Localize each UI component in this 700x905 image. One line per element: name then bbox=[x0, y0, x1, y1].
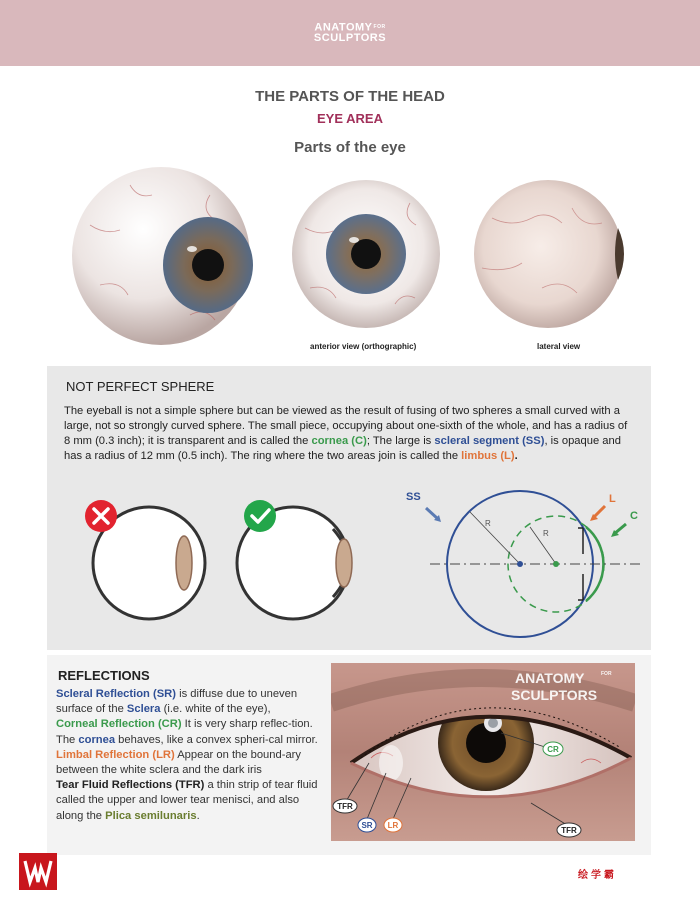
brand-logo bbox=[0, 22, 700, 44]
photo-brand-line2: SCULPTORS bbox=[511, 687, 598, 703]
section-heading: Parts of the eye bbox=[294, 139, 406, 156]
term-sclera: Sclera bbox=[126, 703, 161, 716]
photo-label-tfr-right: TFR bbox=[561, 826, 577, 835]
term-lr: Limbal Reflection (LR) bbox=[56, 748, 175, 761]
sphere-text-4: . bbox=[514, 450, 518, 462]
tfr-text: a thin strip of tear fluid called the upper and lower tear menisci, and also along the bbox=[56, 779, 318, 822]
photo-label-lr: LR bbox=[387, 821, 399, 830]
term-tfr: Tear Fluid Reflections (TFR) bbox=[56, 779, 205, 792]
cross-icon bbox=[85, 500, 117, 532]
radius-label-small: R bbox=[543, 529, 549, 538]
caption-anterior: anterior view (orthographic) bbox=[310, 342, 417, 351]
term-plica: Plica semilunaris bbox=[105, 809, 197, 822]
caption-lateral: lateral view bbox=[537, 342, 581, 351]
sr-text-2: (i.e. white of the eye), bbox=[160, 703, 271, 716]
sr-text-1: is diffuse due to uneven surface of the bbox=[56, 688, 298, 716]
correct-eye-diagram bbox=[227, 498, 367, 623]
photo-label-sr: SR bbox=[361, 821, 373, 830]
sphere-title: NOT PERFECT SPHERE bbox=[66, 379, 215, 394]
lr-text: Appear on the bound-ary between the white sclera and the dark iris bbox=[56, 748, 301, 777]
photo-brand-line1: ANATOMY bbox=[515, 670, 585, 686]
page-subtitle: EYE AREA bbox=[317, 111, 383, 126]
eyeball-lateral-image bbox=[472, 178, 632, 330]
reflections-paragraph bbox=[56, 687, 318, 824]
term-scleral-segment: scleral segment (SS) bbox=[434, 435, 545, 447]
reflections-title: REFLECTIONS bbox=[58, 668, 150, 683]
photo-label-tfr-left: TFR bbox=[337, 802, 353, 811]
term-cornea: cornea (C) bbox=[311, 435, 367, 447]
label-l: L bbox=[609, 493, 616, 505]
term-sr: Scleral Reflection (SR) bbox=[56, 688, 176, 700]
check-icon bbox=[244, 500, 276, 532]
term-cr: Corneal Reflection (CR) bbox=[56, 718, 182, 731]
cr-text-2: behaves, like a convex spheri-cal mirror. bbox=[115, 733, 318, 746]
sphere-text-3: , is opaque and has a radius of 12 mm (0.5 inch). The ring where the two areas join is called the bbox=[64, 435, 621, 462]
photo-brand-for: FOR bbox=[601, 671, 612, 677]
sphere-paragraph bbox=[64, 404, 634, 464]
reflections-panel bbox=[47, 655, 651, 855]
page-title: THE PARTS OF THE HEAD bbox=[255, 88, 445, 105]
term-limbus: limbus (L) bbox=[461, 450, 515, 462]
sphere-text-1: The eyeball is not a simple sphere but can be viewed as the result of fusing of two spheres a small curved with a large, not so strongly curved sphere. The small piece, occupying about one-sixth of the whole, and has a radius of 8 mm (0.3 inch); it is transparent and is called the bbox=[64, 405, 628, 447]
sphere-text-2: ; The large is bbox=[366, 435, 435, 447]
eyeball-anterior-image bbox=[290, 178, 442, 330]
cr-text-1: It is very sharp reflec-tion. The bbox=[56, 718, 313, 746]
sphere-panel bbox=[47, 366, 651, 650]
eye-photo-reflections bbox=[331, 663, 635, 841]
brand-line1: ANATOMY bbox=[314, 21, 373, 34]
w-logo-icon bbox=[19, 853, 57, 890]
footer-chinese-brand: 绘学霸 bbox=[578, 870, 617, 881]
tfr-end: . bbox=[196, 809, 200, 822]
brand-for: FOR bbox=[373, 24, 386, 30]
two-sphere-diagram bbox=[400, 490, 650, 640]
label-c: C bbox=[630, 510, 638, 522]
radius-label-large: R bbox=[485, 519, 491, 528]
term-cornea-reflection: cornea bbox=[78, 733, 116, 746]
photo-label-cr: CR bbox=[547, 745, 559, 754]
eyeball-perspective-image bbox=[70, 165, 254, 349]
brand-line2: SCULPTORS bbox=[313, 32, 387, 45]
wrong-eye-diagram bbox=[77, 498, 207, 623]
label-ss: SS bbox=[406, 491, 421, 503]
